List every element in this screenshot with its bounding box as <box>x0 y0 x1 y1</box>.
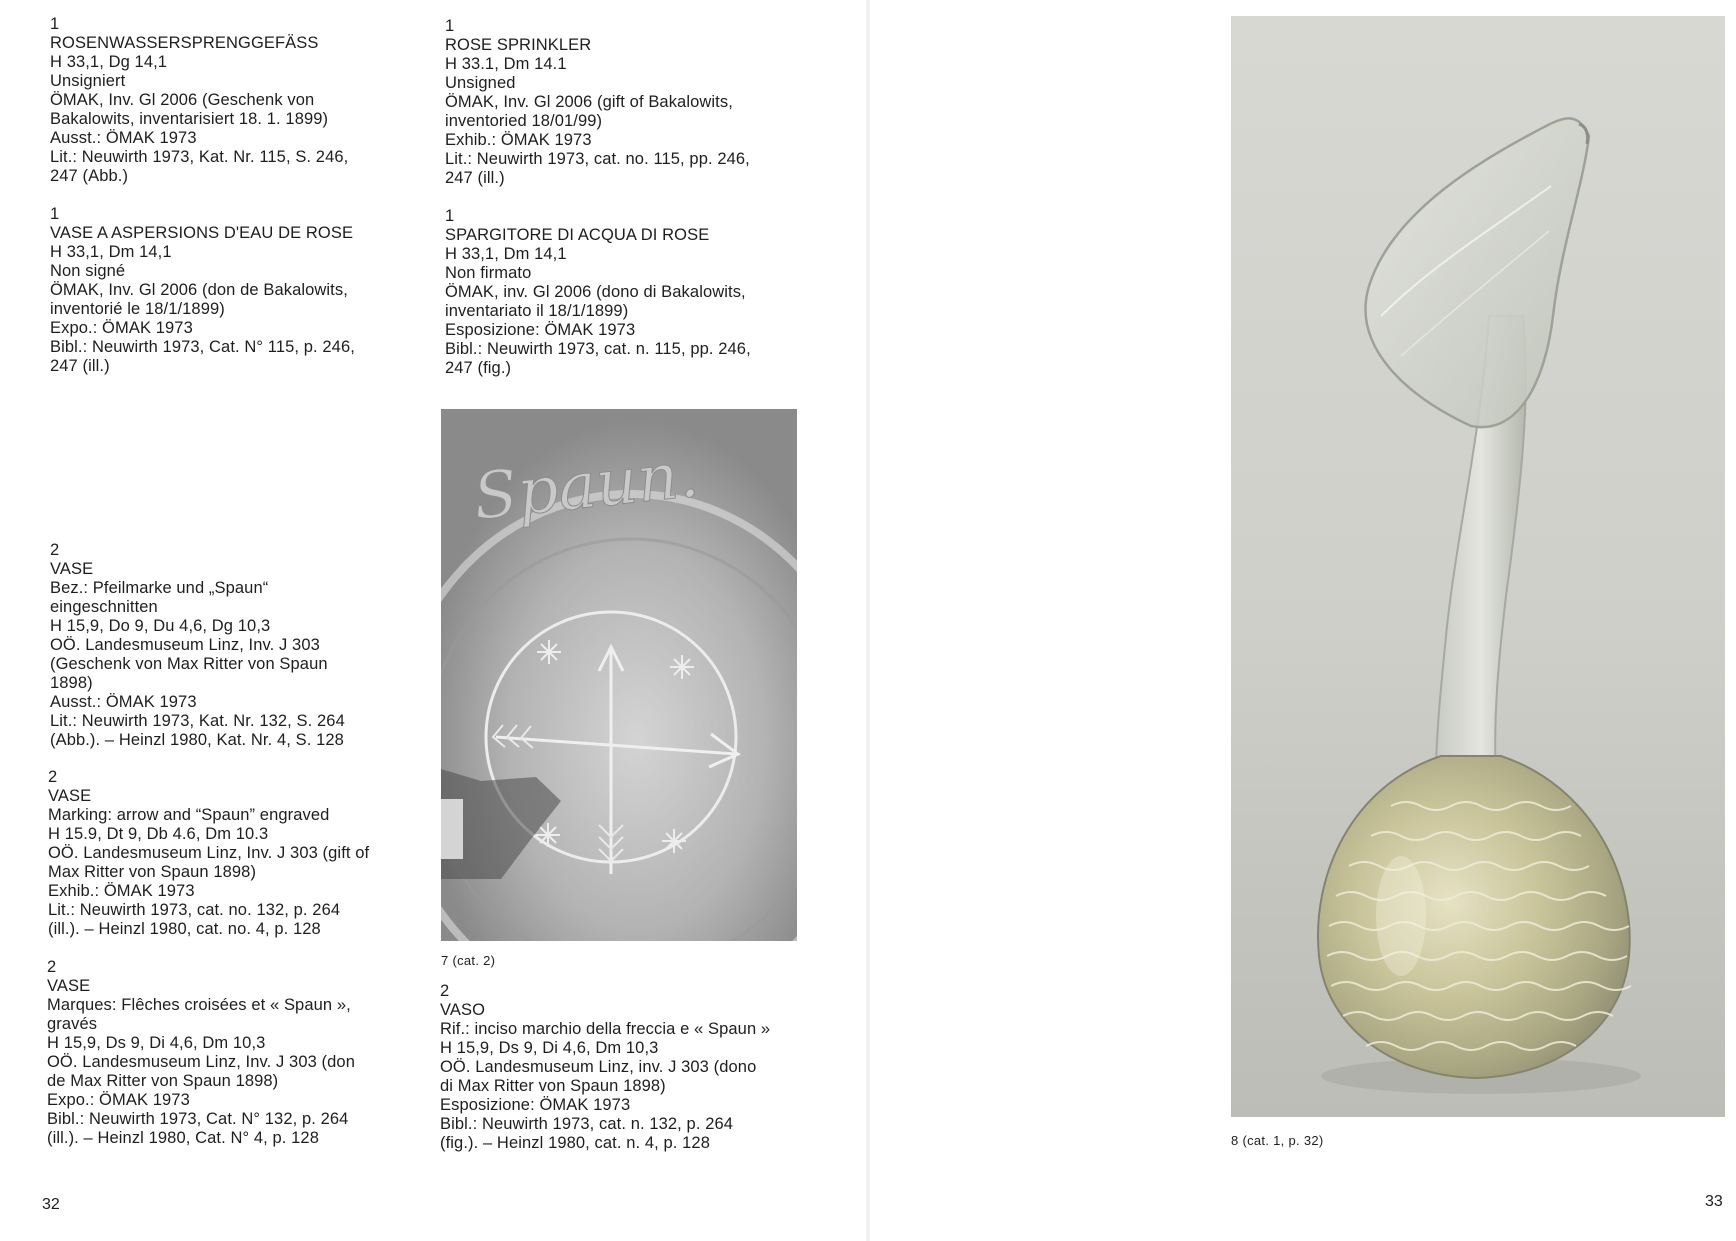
text-line: Marking: arrow and “Spaun” engraved <box>48 806 330 824</box>
text-line: H 15,9, Do 9, Du 4,6, Dg 10,3 <box>50 617 271 635</box>
text-line: (ill.). – Heinzl 1980, Cat. N° 4, p. 128 <box>47 1129 319 1147</box>
text-line: Expo.: ÖMAK 1973 <box>50 319 193 337</box>
text-line: di Max Ritter von Spaun 1898) <box>440 1077 666 1095</box>
text-line: eingeschnitten <box>50 598 158 616</box>
entry-german-cat1 <box>50 15 348 186</box>
text-line: (Abb.). – Heinzl 1980, Kat. Nr. 4, S. 128 <box>50 731 344 749</box>
text-line: ÖMAK, Inv. Gl 2006 (gift of Bakalowits, <box>445 93 733 111</box>
text-line: Esposizione: ÖMAK 1973 <box>445 321 636 339</box>
text-line: 2 <box>440 982 450 1000</box>
entry-english-cat2 <box>48 768 369 939</box>
text-line: ÖMAK, Inv. Gl 2006 (don de Bakalowits, <box>50 281 348 299</box>
text-line: inventariato il 18/1/1899) <box>445 302 629 320</box>
entry-title: ROSENWASSERSPRENGGEFÄSS <box>50 34 319 52</box>
page-number-left: 32 <box>42 1196 60 1213</box>
text-line: OÖ. Landesmuseum Linz, Inv. J 303 (gift of <box>48 844 370 862</box>
text-line: H 33,1, Dm 14,1 <box>50 243 172 261</box>
text-line: Unsigniert <box>50 72 126 90</box>
text-line: H 15,9, Ds 9, Di 4,6, Dm 10,3 <box>440 1039 659 1057</box>
entry-title: SPARGITORE DI ACQUA DI ROSE <box>445 226 710 244</box>
vase-base-detail-photo <box>441 409 797 941</box>
text-line: gravés <box>47 1015 98 1033</box>
text-line: OÖ. Landesmuseum Linz, Inv. J 303 <box>50 636 320 654</box>
spaun-signature: Spaun. <box>469 437 703 535</box>
text-line: inventoried 18/01/99) <box>445 112 603 130</box>
entry-french-cat2 <box>47 958 355 1148</box>
entry-german-cat2 <box>50 541 345 750</box>
entry-italian-cat1 <box>445 207 751 378</box>
text-line: Lit.: Neuwirth 1973, cat. no. 132, p. 264 <box>48 901 341 919</box>
text-line: inventorié le 18/1/1899) <box>50 300 225 318</box>
text-line: 1 <box>50 15 60 33</box>
text-line: ÖMAK, inv. Gl 2006 (dono di Bakalowits, <box>445 283 746 301</box>
text-line: 2 <box>50 541 60 559</box>
text-line: Exhib.: ÖMAK 1973 <box>48 882 195 900</box>
text-line: de Max Ritter von Spaun 1898) <box>47 1072 279 1090</box>
text-line: H 33.1, Dm 14.1 <box>445 55 567 73</box>
text-line: Lit.: Neuwirth 1973, Kat. Nr. 115, S. 246, <box>50 148 349 166</box>
entry-english-cat1 <box>445 17 750 188</box>
entry-title: VASE <box>50 560 94 578</box>
text-line: OÖ. Landesmuseum Linz, inv. J 303 (dono <box>440 1058 757 1076</box>
text-line: Unsigned <box>445 74 516 92</box>
text-line: Non signé <box>50 262 126 280</box>
text-line: 1 <box>445 207 455 225</box>
entry-title: VASE <box>48 787 92 805</box>
text-line: Esposizione: ÖMAK 1973 <box>440 1096 631 1114</box>
text-line: Lit.: Neuwirth 1973, Kat. Nr. 132, S. 264 <box>50 712 345 730</box>
rose-sprinkler-vase-photo <box>1231 16 1725 1117</box>
text-line: (Geschenk von Max Ritter von Spaun <box>50 655 328 673</box>
text-line: Ausst.: ÖMAK 1973 <box>50 129 197 147</box>
text-line: Ausst.: ÖMAK 1973 <box>50 693 197 711</box>
figure-8-caption: 8 (cat. 1, p. 32) <box>1231 1133 1324 1148</box>
entry-title: VASE <box>47 977 91 995</box>
text-line: Bez.: Pfeilmarke und „Spaun“ <box>50 579 269 597</box>
text-line: H 15.9, Dt 9, Db 4.6, Dm 10.3 <box>48 825 269 843</box>
text-line: Marques: Flêches croisées et « Spaun », <box>47 996 351 1014</box>
text-line: H 33,1, Dg 14,1 <box>50 53 168 71</box>
figure-7-caption: 7 (cat. 2) <box>441 953 496 968</box>
text-line: H 33,1, Dm 14,1 <box>445 245 567 263</box>
text-line: Bibl.: Neuwirth 1973, cat. n. 115, pp. 246, <box>445 340 751 358</box>
page-number-right: 33 <box>1705 1193 1723 1210</box>
text-line: 2 <box>47 958 57 976</box>
entry-french-cat1 <box>50 205 355 376</box>
text-line: 247 (fig.) <box>445 359 512 377</box>
entry-title: VASE A ASPERSIONS D'EAU DE ROSE <box>50 224 354 242</box>
entry-title: VASO <box>440 1001 486 1019</box>
entry-italian-cat2 <box>440 982 770 1153</box>
text-line: Expo.: ÖMAK 1973 <box>47 1091 190 1109</box>
text-line: Non firmato <box>445 264 532 282</box>
entry-title: ROSE SPRINKLER <box>445 36 592 54</box>
text-line: 1 <box>50 205 60 223</box>
text-line: ÖMAK, Inv. Gl 2006 (Geschenk von <box>50 91 315 109</box>
text-line: Rif.: inciso marchio della freccia e « Spaun » <box>440 1020 771 1038</box>
text-line: Bibl.: Neuwirth 1973, Cat. N° 132, p. 264 <box>47 1110 349 1128</box>
text-line: H 15,9, Ds 9, Di 4,6, Dm 10,3 <box>47 1034 266 1052</box>
text-line: 247 (ill.) <box>50 357 110 375</box>
text-line: 2 <box>48 768 58 786</box>
text-line: (fig.). – Heinzl 1980, cat. n. 4, p. 128 <box>440 1134 710 1152</box>
text-line: 247 (Abb.) <box>50 167 129 185</box>
text-line: OÖ. Landesmuseum Linz, Inv. J 303 (don <box>47 1053 355 1071</box>
text-line: 247 (ill.) <box>445 169 505 187</box>
text-line: 1898) <box>50 674 93 692</box>
text-line: Exhib.: ÖMAK 1973 <box>445 131 592 149</box>
text-line: Lit.: Neuwirth 1973, cat. no. 115, pp. 246, <box>445 150 750 168</box>
text-line: 1 <box>445 17 455 35</box>
text-line: Bibl.: Neuwirth 1973, Cat. N° 115, p. 246, <box>50 338 355 356</box>
text-line: Bakalowits, inventarisiert 18. 1. 1899) <box>50 110 329 128</box>
text-line: (ill.). – Heinzl 1980, cat. no. 4, p. 128 <box>48 920 321 938</box>
text-line: Bibl.: Neuwirth 1973, cat. n. 132, p. 264 <box>440 1115 734 1133</box>
text-line: Max Ritter von Spaun 1898) <box>48 863 257 881</box>
